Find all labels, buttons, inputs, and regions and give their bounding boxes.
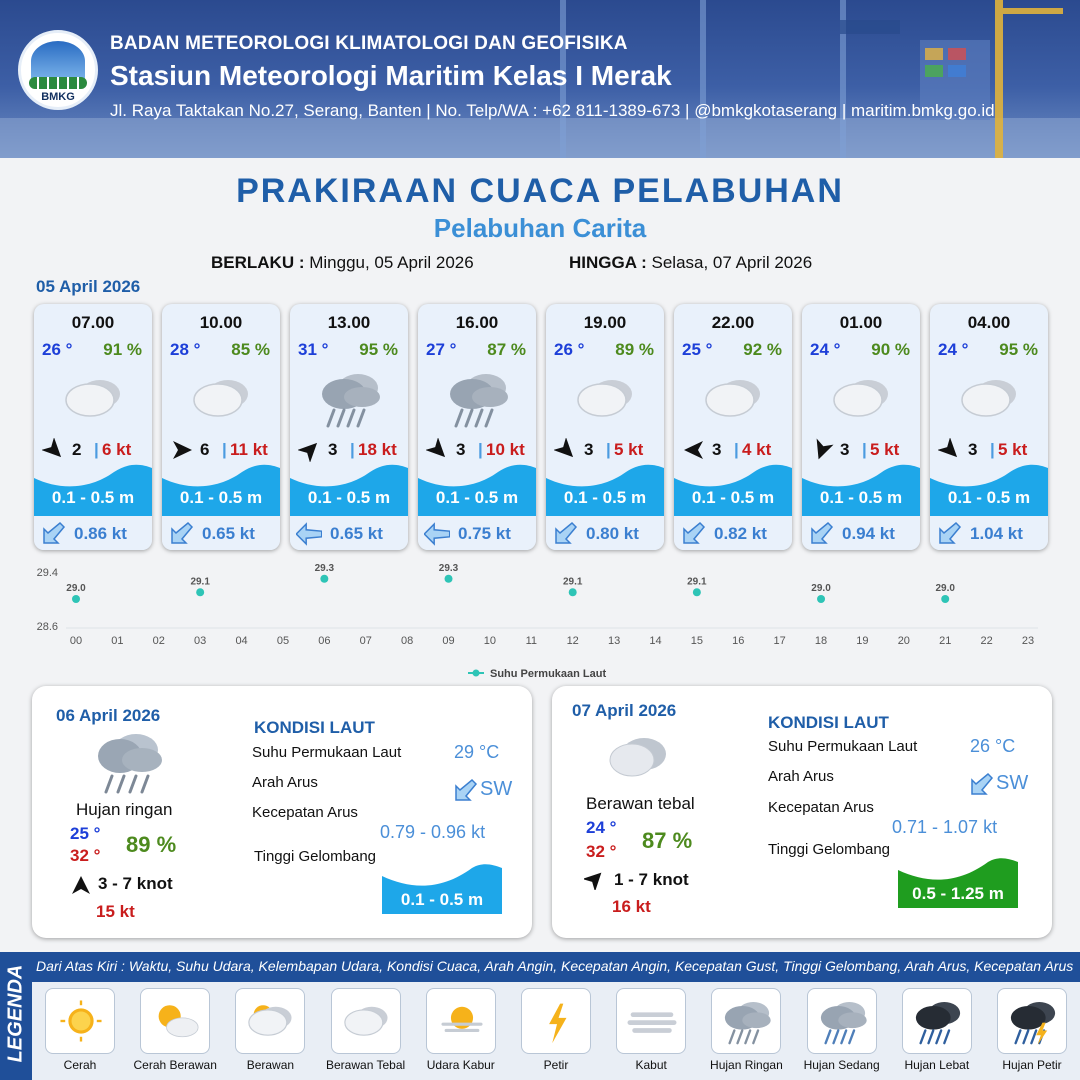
card-gust: 18 kt xyxy=(358,440,397,459)
wind-arrow-icon xyxy=(70,874,92,896)
page-title: PRAKIRAAN CUACA PELABUHAN xyxy=(236,172,844,210)
cloudy-icon xyxy=(56,366,132,430)
legend-item xyxy=(704,988,788,1072)
data-label: 29.1 xyxy=(562,576,583,588)
day-panel-1 xyxy=(32,686,532,938)
card-wind xyxy=(552,438,662,462)
wind-arrow-icon xyxy=(682,438,706,462)
moderate-rain-icon xyxy=(807,988,877,1054)
card-wind xyxy=(936,438,1046,462)
x-tick-label: 07 xyxy=(359,635,372,647)
card-wave-height: 0.1 - 0.5 m xyxy=(179,488,263,507)
valid-from-label: BERLAKU : xyxy=(211,253,305,272)
thunderstorm-icon xyxy=(997,988,1067,1054)
x-tick-label: 23 xyxy=(1021,635,1035,647)
y-tick-label: 28.6 xyxy=(36,621,58,633)
current-speed-label: Kecepatan Arus xyxy=(252,804,358,821)
legend-item xyxy=(38,988,122,1072)
card-temperature: 25 ° xyxy=(682,340,713,359)
day-temp-max: 32 ° xyxy=(586,842,617,861)
card-current xyxy=(802,518,920,550)
data-point xyxy=(569,588,577,596)
current-arrow-icon xyxy=(968,772,994,798)
card-gust: 11 kt xyxy=(230,440,268,459)
day-humidity: 87 % xyxy=(642,828,693,853)
day-wind: 3 - 7 knot xyxy=(98,874,173,893)
current-speed-value: 0.79 - 0.96 kt xyxy=(380,822,486,842)
x-tick-label: 06 xyxy=(318,635,331,647)
x-tick-label: 11 xyxy=(525,635,538,647)
legend-item-label: Cerah Berawan xyxy=(133,1058,217,1072)
legend xyxy=(0,952,1080,1080)
card-separator: | xyxy=(734,440,739,459)
current-speed-label: Kecepatan Arus xyxy=(768,799,874,816)
card-current-speed: 0.65 kt xyxy=(330,524,383,543)
legend-description: Dari Atas Kiri : Waktu, Suhu Udara, Kelembapan Udara, Kondisi Cuaca, Arah Angin, Kecepatan Angin, Kecepatan Gust, Tinggi Gelombang, Arah Arus, Kecepatan Arus xyxy=(36,958,1074,974)
data-point xyxy=(941,595,949,603)
card-time: 04.00 xyxy=(967,313,1011,332)
legend-item xyxy=(514,988,598,1072)
legend-item-label: Cerah xyxy=(63,1058,97,1072)
legend-item xyxy=(324,988,408,1072)
card-current-speed: 0.94 kt xyxy=(842,524,895,543)
x-tick-label: 18 xyxy=(814,635,828,647)
card-temperature: 24 ° xyxy=(938,340,969,359)
x-tick-label: 13 xyxy=(607,635,621,647)
card-current-speed: 0.82 kt xyxy=(714,524,767,543)
card-current xyxy=(34,518,152,550)
wind-arrow-icon xyxy=(584,868,606,890)
card-wind xyxy=(168,438,278,462)
haze-icon xyxy=(426,988,496,1054)
valid-from-value: Minggu, 05 April 2026 xyxy=(309,253,474,272)
sst-label: Suhu Permukaan Laut xyxy=(252,744,402,761)
x-tick-label: 21 xyxy=(939,635,952,647)
card-humidity: 92 % xyxy=(743,340,782,359)
data-label: 29.3 xyxy=(438,562,459,574)
card-gust: 5 kt xyxy=(870,440,900,459)
sst-chart xyxy=(30,560,1050,688)
card-wind xyxy=(296,438,406,462)
wave-label: Tinggi Gelombang xyxy=(254,848,377,865)
card-current xyxy=(674,518,792,550)
valid-from xyxy=(211,253,474,273)
x-tick-label: 22 xyxy=(980,635,993,647)
legend-item xyxy=(419,988,503,1072)
card-time: 22.00 xyxy=(711,313,755,332)
card-humidity: 95 % xyxy=(359,340,398,359)
day-date: 06 April 2026 xyxy=(56,706,161,725)
legend-item xyxy=(133,988,217,1072)
card-humidity: 85 % xyxy=(231,340,270,359)
forecast-card xyxy=(674,304,792,550)
light-rain-icon xyxy=(440,366,516,430)
data-label: 29.1 xyxy=(190,576,210,588)
light-rain-icon xyxy=(312,366,388,430)
day-date: 07 April 2026 xyxy=(572,701,677,720)
card-temperature: 26 ° xyxy=(42,340,73,359)
card-current xyxy=(546,518,664,550)
legend-label: Suhu Permukaan Laut xyxy=(490,668,607,680)
x-tick-label: 01 xyxy=(111,635,124,647)
forecast-card xyxy=(34,304,152,550)
current-dir-label: Arah Arus xyxy=(768,768,834,785)
card-time: 01.00 xyxy=(839,313,883,332)
current-arrow-icon xyxy=(40,521,66,547)
sst-value: 29 °C xyxy=(454,742,500,762)
current-arrow-icon xyxy=(296,521,322,547)
current-arrow-icon xyxy=(168,521,194,547)
x-tick-label: 12 xyxy=(566,635,579,647)
card-separator: | xyxy=(478,440,483,459)
sst-chart-svg xyxy=(30,560,1050,688)
card-current xyxy=(162,518,280,550)
current-arrow-icon xyxy=(452,778,478,804)
x-tick-label: 02 xyxy=(152,635,165,647)
legend-item-label: Petir xyxy=(543,1058,569,1072)
valid-to-value: Selasa, 07 April 2026 xyxy=(651,253,813,272)
card-temperature: 28 ° xyxy=(170,340,201,359)
x-tick-label: 09 xyxy=(442,635,455,647)
cloudy-icon xyxy=(952,366,1028,430)
card-wave-height: 0.1 - 0.5 m xyxy=(563,488,647,507)
sst-label: Suhu Permukaan Laut xyxy=(768,738,918,755)
station-name: Stasiun Meteorologi Maritim Kelas I Merak xyxy=(110,60,672,91)
sea-condition-title: KONDISI LAUT xyxy=(254,718,375,737)
legend-item xyxy=(990,988,1074,1072)
forecast-card xyxy=(418,304,536,550)
wind-arrow-icon xyxy=(170,438,194,462)
day-temp-max: 32 ° xyxy=(70,846,101,865)
card-wind xyxy=(808,438,918,462)
card-wind-speed: 3 xyxy=(840,440,850,459)
x-tick-label: 08 xyxy=(401,635,414,647)
wave-label: Tinggi Gelombang xyxy=(768,841,891,858)
y-tick-label: 29.4 xyxy=(36,567,58,579)
wind-arrow-icon xyxy=(298,438,322,462)
header-banner xyxy=(0,0,1080,158)
card-temperature: 24 ° xyxy=(810,340,841,359)
heavy-rain-icon xyxy=(902,988,972,1054)
x-tick-label: 19 xyxy=(856,635,869,647)
data-point xyxy=(693,588,701,596)
card-wind-speed: 3 xyxy=(456,440,466,459)
card-gust: 4 kt xyxy=(742,440,772,459)
card-separator: | xyxy=(990,440,995,459)
valid-to-label: HINGGA : xyxy=(569,253,647,272)
overcast-icon xyxy=(604,732,674,782)
legend-item-label: Hujan Lebat xyxy=(904,1058,970,1072)
legend-description-bar xyxy=(32,952,1080,982)
x-tick-label: 14 xyxy=(649,635,662,647)
x-tick-label: 05 xyxy=(276,635,290,647)
x-tick-label: 15 xyxy=(690,635,703,647)
legend-item xyxy=(800,988,884,1072)
card-wind-speed: 3 xyxy=(712,440,722,459)
day-humidity: 89 % xyxy=(126,832,177,857)
card-humidity: 91 % xyxy=(103,340,142,359)
card-current xyxy=(930,518,1048,550)
legend-item-label: Hujan Ringan xyxy=(710,1058,783,1072)
card-wind xyxy=(680,438,790,462)
card-current-speed: 0.75 kt xyxy=(458,524,511,543)
card-current xyxy=(290,518,408,550)
current-arrow-icon xyxy=(936,521,962,547)
card-gust: 6 kt xyxy=(102,440,132,459)
card-time: 19.00 xyxy=(583,313,627,332)
day1-date: 05 April 2026 xyxy=(36,277,141,296)
cloudy-icon xyxy=(824,366,900,430)
card-humidity: 90 % xyxy=(871,340,910,359)
x-tick-label: 00 xyxy=(69,635,83,647)
valid-to xyxy=(569,253,812,273)
legend-item-label: Berawan xyxy=(246,1058,295,1072)
wind-arrow-icon xyxy=(938,438,962,462)
card-separator: | xyxy=(94,440,99,459)
x-tick-label: 10 xyxy=(483,635,497,647)
card-wave-height: 0.1 - 0.5 m xyxy=(819,488,903,507)
legend-side-title: LEGENDA xyxy=(0,952,32,1080)
card-humidity: 95 % xyxy=(999,340,1038,359)
card-separator: | xyxy=(606,440,611,459)
lightning-icon xyxy=(521,988,591,1054)
card-humidity: 89 % xyxy=(615,340,654,359)
day-wind: 1 - 7 knot xyxy=(614,870,689,889)
card-wind-speed: 3 xyxy=(328,440,338,459)
day-panel-2 xyxy=(552,686,1052,938)
current-arrow-icon xyxy=(424,521,450,547)
legend-item xyxy=(228,988,312,1072)
data-point xyxy=(196,588,204,596)
card-wave-height: 0.1 - 0.5 m xyxy=(51,488,135,507)
card-time: 16.00 xyxy=(455,313,499,332)
legend-item xyxy=(895,988,979,1072)
card-wind-speed: 3 xyxy=(584,440,594,459)
sun-cloud-icon xyxy=(140,988,210,1054)
contact-line: Jl. Raya Taktakan No.27, Serang, Banten | No. Telp/WA : +62 811-1389-673 | @bmkgkotaserang | maritim.bmkg.go.id xyxy=(110,101,995,120)
wind-arrow-icon xyxy=(810,438,834,462)
forecast-card xyxy=(802,304,920,550)
current-arrow-icon xyxy=(808,521,834,547)
data-label: 29.1 xyxy=(687,576,707,588)
data-point xyxy=(72,595,80,603)
card-wave-height: 0.1 - 0.5 m xyxy=(947,488,1031,507)
current-dir-value: SW xyxy=(996,772,1029,794)
legend-item-label: Udara Kabur xyxy=(426,1058,495,1072)
card-current-speed: 0.65 kt xyxy=(202,524,255,543)
day-temp-min: 24 ° xyxy=(586,818,617,837)
legend-item-label: Hujan Sedang xyxy=(803,1058,880,1072)
legend-marker xyxy=(473,670,480,677)
current-arrow-icon xyxy=(552,521,578,547)
agency-name: BADAN METEOROLOGI KLIMATOLOGI DAN GEOFISIKA xyxy=(110,33,628,54)
current-dir-value: SW xyxy=(480,778,513,800)
card-wind-speed: 6 xyxy=(200,440,210,459)
legend-item-label: Kabut xyxy=(635,1058,667,1072)
cloudy-icon xyxy=(184,366,260,430)
day-temp-min: 25 ° xyxy=(70,824,101,843)
card-wind xyxy=(424,438,534,462)
card-temperature: 31 ° xyxy=(298,340,329,359)
partly-cloudy-icon xyxy=(235,988,305,1054)
light-rain-icon xyxy=(90,726,170,798)
data-label: 29.3 xyxy=(314,562,335,574)
card-temperature: 26 ° xyxy=(554,340,585,359)
current-arrow-icon xyxy=(680,521,706,547)
bmkg-logo: BMKG xyxy=(18,30,98,110)
card-temperature: 27 ° xyxy=(426,340,457,359)
data-label: 29.0 xyxy=(66,583,86,594)
card-current xyxy=(418,518,536,550)
fog-icon xyxy=(616,988,686,1054)
x-tick-label: 03 xyxy=(194,635,207,647)
forecast-card xyxy=(162,304,280,550)
data-label: 29.0 xyxy=(935,583,955,594)
cloudy-icon xyxy=(568,366,644,430)
day-condition: Berawan tebal xyxy=(586,794,695,813)
card-separator: | xyxy=(862,440,867,459)
wind-arrow-icon xyxy=(42,438,66,462)
wind-arrow-icon xyxy=(426,438,450,462)
legend-item-label: Berawan Tebal xyxy=(326,1058,406,1072)
forecast-card xyxy=(546,304,664,550)
card-wave-height: 0.1 - 0.5 m xyxy=(435,488,519,507)
forecast-card xyxy=(290,304,408,550)
card-wave-height: 0.1 - 0.5 m xyxy=(691,488,775,507)
day-gust: 16 kt xyxy=(612,897,651,916)
x-tick-label: 16 xyxy=(732,635,745,647)
legend-item-label: Hujan Petir xyxy=(1002,1058,1062,1072)
card-time: 10.00 xyxy=(199,313,243,332)
data-point xyxy=(817,595,825,603)
x-tick-label: 20 xyxy=(897,635,910,647)
sst-value: 26 °C xyxy=(970,736,1016,756)
card-gust: 5 kt xyxy=(998,440,1028,459)
data-label: 29.0 xyxy=(811,583,831,594)
legend-item xyxy=(609,988,693,1072)
x-tick-label: 04 xyxy=(235,635,248,647)
current-dir-label: Arah Arus xyxy=(252,774,318,791)
card-wind-speed: 3 xyxy=(968,440,978,459)
card-current-speed: 0.86 kt xyxy=(74,524,127,543)
data-point xyxy=(320,575,328,583)
data-point xyxy=(445,575,453,583)
card-wind-speed: 2 xyxy=(72,440,82,459)
day-condition: Hujan ringan xyxy=(76,800,173,819)
card-separator: | xyxy=(222,440,227,459)
wave-value: 0.1 - 0.5 m xyxy=(400,890,484,909)
card-wind xyxy=(40,438,150,462)
day-gust: 15 kt xyxy=(96,902,135,921)
wind-arrow-icon xyxy=(554,438,578,462)
overcast-icon xyxy=(331,988,401,1054)
light-rain-icon xyxy=(711,988,781,1054)
sun-icon xyxy=(45,988,115,1054)
card-time: 13.00 xyxy=(327,313,371,332)
port-name: Pelabuhan Carita xyxy=(433,213,647,243)
card-gust: 5 kt xyxy=(614,440,644,459)
forecast-card xyxy=(930,304,1048,550)
card-current-speed: 0.80 kt xyxy=(586,524,639,543)
card-separator: | xyxy=(350,440,355,459)
sea-condition-title: KONDISI LAUT xyxy=(768,713,889,732)
x-tick-label: 17 xyxy=(773,635,786,647)
card-humidity: 87 % xyxy=(487,340,526,359)
cloudy-icon xyxy=(696,366,772,430)
card-current-speed: 1.04 kt xyxy=(970,524,1023,543)
card-gust: 10 kt xyxy=(486,440,525,459)
wave-value: 0.5 - 1.25 m xyxy=(912,884,1004,903)
card-wave-height: 0.1 - 0.5 m xyxy=(307,488,391,507)
card-time: 07.00 xyxy=(71,313,115,332)
current-speed-value: 0.71 - 1.07 kt xyxy=(892,817,998,837)
